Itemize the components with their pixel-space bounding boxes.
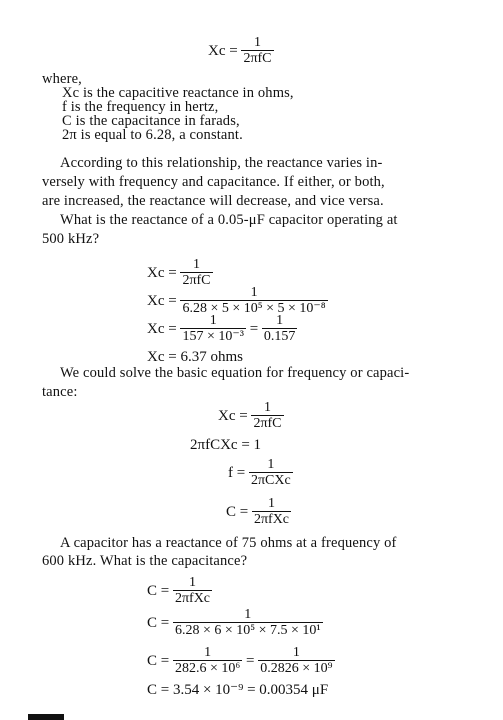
numerator: 1 xyxy=(268,496,275,511)
equation-lhs: Xc = xyxy=(218,407,248,424)
paragraph-line: tance: xyxy=(42,384,78,400)
solve-line3 xyxy=(228,458,293,488)
numerator: 1 xyxy=(263,400,271,415)
calc2-line1 xyxy=(147,576,212,606)
where-line: C is the capacitance in farads, xyxy=(62,113,240,129)
equation-lhs: f = xyxy=(228,464,246,481)
where-line: 2π is equal to 6.28, a constant. xyxy=(62,127,243,143)
calc1-result: Xc = 6.37 ohms xyxy=(147,349,243,365)
solve-line4 xyxy=(226,497,291,527)
fraction xyxy=(173,646,242,676)
numerator: 1 xyxy=(204,645,212,660)
denominator: 2πfXc xyxy=(174,591,211,606)
fraction xyxy=(180,286,327,316)
question-line: What is the reactance of a 0.05-μF capacitor operating at xyxy=(60,212,398,228)
denominator: 157 × 10⁻³ xyxy=(182,329,244,344)
denominator: 2πfC xyxy=(253,416,282,431)
formula-fraction xyxy=(241,36,273,66)
equation-lhs: C = xyxy=(226,503,249,520)
denominator: 2πfC xyxy=(182,273,211,288)
formula-reactance xyxy=(208,36,274,66)
denominator: 6.28 × 5 × 10⁵ × 5 × 10⁻⁸ xyxy=(182,301,326,316)
calc2-result: C = 3.54 × 10⁻⁹ = 0.00354 μF xyxy=(147,682,329,698)
denominator: 2πfC xyxy=(243,51,272,66)
numerator: 1 xyxy=(192,257,200,272)
equals-sign: = xyxy=(246,652,255,669)
numerator: 1 xyxy=(189,575,196,590)
equals-sign: = xyxy=(249,320,259,337)
fraction xyxy=(180,258,212,288)
fraction xyxy=(258,646,334,676)
page-number-fragment xyxy=(28,714,64,720)
fraction xyxy=(262,314,298,344)
numerator: 1 xyxy=(267,457,275,472)
fraction xyxy=(252,497,291,527)
fraction xyxy=(249,458,293,488)
calc2-line2 xyxy=(147,608,323,638)
fraction xyxy=(251,401,283,431)
paragraph-line: According to this relationship, the reactance varies in- xyxy=(60,155,383,171)
calc1-line3 xyxy=(147,314,297,344)
equation-lhs: Xc = xyxy=(147,320,177,337)
solve-line1 xyxy=(218,401,284,431)
where-intro: where, xyxy=(42,71,82,87)
equation-lhs: Xc = xyxy=(147,264,177,281)
denominator: 0.157 xyxy=(263,329,296,344)
solve-line2: 2πfCXc = 1 xyxy=(190,437,262,453)
fraction xyxy=(180,314,245,344)
numerator: 1 xyxy=(292,645,300,660)
numerator: 1 xyxy=(244,607,252,622)
paragraph-line: We could solve the basic equation for frequency or capaci- xyxy=(60,365,410,381)
where-line: f is the frequency in hertz, xyxy=(62,99,219,115)
numerator: 1 xyxy=(253,35,261,50)
calc2-line3 xyxy=(147,646,335,676)
where-line: Xc is the capacitive reactance in ohms, xyxy=(62,85,294,101)
equation-lhs: C = xyxy=(147,614,170,631)
denominator: 0.2826 × 10⁹ xyxy=(260,661,333,676)
paragraph-line: versely with frequency and capacitance. If either, or both, xyxy=(42,174,385,190)
equation-lhs: C = xyxy=(147,652,170,669)
denominator: 2πfXc xyxy=(253,512,290,527)
numerator: 1 xyxy=(250,285,258,300)
denominator: 2πCXc xyxy=(250,473,291,488)
numerator: 1 xyxy=(209,313,217,328)
equation-lhs: Xc = xyxy=(147,292,177,309)
question-line: 500 kHz? xyxy=(42,231,100,247)
equation-lhs: C = xyxy=(147,582,170,599)
denominator: 6.28 × 6 × 10⁵ × 7.5 × 10¹ xyxy=(174,623,321,638)
paragraph-line: are increased, the reactance will decrease, and vice versa. xyxy=(42,193,384,209)
paragraph-line: A capacitor has a reactance of 75 ohms at a frequency of xyxy=(60,535,397,551)
fraction xyxy=(173,576,212,606)
numerator: 1 xyxy=(276,313,284,328)
denominator: 282.6 × 10⁶ xyxy=(174,661,241,676)
paragraph-line: 600 kHz. What is the capacitance? xyxy=(42,553,248,569)
calc1-line1 xyxy=(147,258,213,288)
fraction xyxy=(173,608,323,638)
formula-lhs: Xc = xyxy=(208,42,238,59)
calc1-line2 xyxy=(147,286,328,316)
